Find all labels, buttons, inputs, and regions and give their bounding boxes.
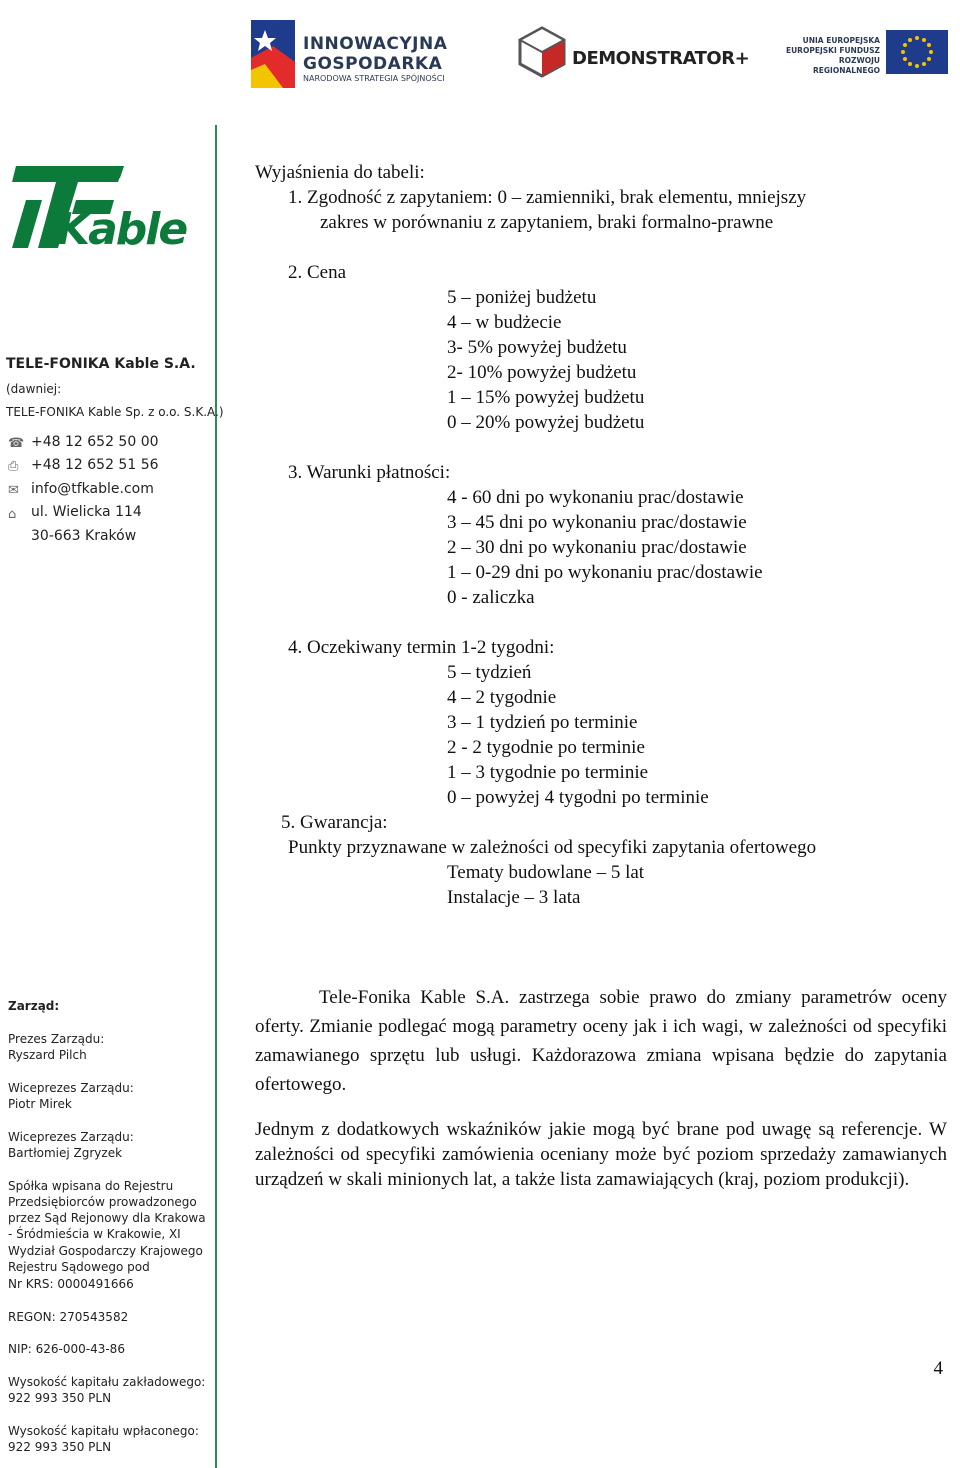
- registry-line: przez Sąd Rejonowy dla Krakowa: [8, 1211, 206, 1225]
- item2-option: 2- 10% powyżej budżetu: [447, 362, 637, 383]
- item3-option: 3 – 45 dni po wykonaniu prac/dostawie: [447, 512, 747, 533]
- eu-logo: [770, 30, 950, 78]
- formerly-name: TELE-FONIKA Kable Sp. z o.o. S.K.A.): [6, 405, 224, 419]
- innowacyjna-gospodarka-logo: [243, 18, 473, 90]
- demonstrator-text: DEMONSTRATOR+: [572, 48, 750, 69]
- paragraph-parameters-change: Tele-Fonika Kable S.A. zastrzega sobie prawo do zmiany parametrów oceny oferty. Zmianie podlegać mogą parametry oceny jak i ich wagi, w zależności od specyfiki zamawianego sprzętu lub usługi. Każdorazowa zmiana wpisana będzie do zapytania ofertowego.: [255, 987, 947, 1095]
- registry-line: Wydział Gospodarczy Krajowego: [8, 1244, 203, 1258]
- paragraph-references: Jednym z dodatkowych wskaźników jakie mogą być brane pod uwagę są referencje. W zależności od specyfiki zamówienia oceniany może być poziom sprzedaży zamawianych urządzeń w skali minionych lat, a także lista zamawiających (kraj, poziom produkcji).: [255, 1119, 947, 1190]
- fax-icon: ⎙: [8, 459, 19, 474]
- item5-option: Instalacje – 3 lata: [447, 887, 581, 908]
- item4-option: 4 – 2 tygodnie: [447, 687, 557, 708]
- item2-title: 2. Cena: [288, 262, 347, 283]
- regon-number: REGON: 270543582: [8, 1310, 129, 1324]
- eu-text-line1: UNIA EUROPEJSKA: [802, 36, 880, 45]
- eu-text-line2: EUROPEJSKI FUNDUSZ: [785, 46, 880, 55]
- item1-line2: zakres w porównaniu z zapytaniem, braki formalno-prawne: [320, 212, 774, 233]
- item2-option: 5 – poniżej budżetu: [447, 287, 597, 308]
- item2-option: 0 – 20% powyżej budżetu: [447, 412, 645, 433]
- tfkable-logo: [6, 160, 186, 255]
- eu-text-line3: ROZWOJU REGIONALNEGO: [812, 56, 880, 75]
- capital-paid-label: Wysokość kapitału wpłaconego:: [8, 1424, 199, 1438]
- capital-initial-label: Wysokość kapitału zakładowego:: [8, 1375, 206, 1389]
- address-city: 30-663 Kraków: [31, 528, 137, 544]
- phone-number: +48 12 652 50 00: [31, 434, 159, 450]
- sidebar-divider: [215, 125, 217, 1468]
- company-name: TELE-FONIKA Kable S.A.: [6, 356, 196, 372]
- cube-icon: [514, 24, 570, 80]
- email-icon: ✉: [8, 483, 19, 498]
- item4-option: 5 – tydzień: [447, 662, 532, 683]
- innowacyjna-gospodarka-emblem-icon: [243, 18, 303, 90]
- board-role-1: Prezes Zarządu:: [8, 1032, 105, 1046]
- explanation-heading: Wyjaśnienia do tabeli:: [255, 162, 425, 183]
- item5-option: Tematy budowlane – 5 lat: [447, 862, 645, 883]
- gospodarka-text: GOSPODARKA: [303, 54, 443, 74]
- item4-title: 4. Oczekiwany termin 1-2 tygodni:: [288, 637, 555, 658]
- fax-number: +48 12 652 51 56: [31, 457, 159, 473]
- address-street: ul. Wielicka 114: [31, 504, 142, 520]
- capital-paid-value: 922 993 350 PLN: [8, 1440, 112, 1454]
- item3-title: 3. Warunki płatności:: [288, 462, 451, 483]
- item2-option: 4 – w budżecie: [447, 312, 562, 333]
- registry-line: Spółka wpisana do Rejestru: [8, 1179, 174, 1193]
- board-title: Zarząd:: [8, 999, 60, 1013]
- eu-fund-text: [770, 36, 880, 76]
- item2-option: 3- 5% powyżej budżetu: [447, 337, 627, 358]
- board-role-2: Wiceprezes Zarządu:: [8, 1081, 134, 1095]
- item5-title: 5. Gwarancja:: [281, 812, 388, 833]
- nip-number: NIP: 626-000-43-86: [8, 1342, 125, 1356]
- contact-block: [8, 434, 208, 554]
- eu-flag-icon: [886, 30, 948, 74]
- item4-option: 2 - 2 tygodnie po terminie: [447, 737, 645, 758]
- item3-option: 1 – 0-29 dni po wykonaniu prac/dostawie: [447, 562, 763, 583]
- item5-description: Punkty przyznawane w zależności od specyfiki zapytania ofertowego: [288, 837, 817, 858]
- strategia-text: NARODOWA STRATEGIA SPÓJNOŚCI: [303, 74, 445, 83]
- demonstrator-logo: [514, 24, 750, 84]
- item4-option: 1 – 3 tygodnie po terminie: [447, 762, 649, 783]
- email-address[interactable]: info@tfkable.com: [31, 481, 154, 497]
- registry-line: Rejestru Sądowego pod: [8, 1260, 150, 1274]
- innowacyjna-text: INNOWACYJNA: [303, 34, 448, 54]
- item3-option: 2 – 30 dni po wykonaniu prac/dostawie: [447, 537, 747, 558]
- phone-icon: ☎: [8, 436, 25, 451]
- registry-line: - Śródmieścia w Krakowie, XI: [8, 1227, 181, 1241]
- board-name-2: Piotr Mirek: [8, 1097, 72, 1111]
- capital-initial-value: 922 993 350 PLN: [8, 1391, 112, 1405]
- board-role-3: Wiceprezes Zarządu:: [8, 1130, 134, 1144]
- item3-option: 0 - zaliczka: [447, 587, 535, 608]
- item1-line1: 1. Zgodność z zapytaniem: 0 – zamienniki, brak elementu, mniejszy: [288, 187, 807, 208]
- board-name-1: Ryszard Pilch: [8, 1048, 87, 1062]
- item2-option: 1 – 15% powyżej budżetu: [447, 387, 645, 408]
- item4-option: 0 – powyżej 4 tygodni po terminie: [447, 787, 709, 808]
- address-icon: ⌂: [8, 507, 17, 522]
- page-number: 4: [933, 1358, 943, 1379]
- item4-option: 3 – 1 tydzień po terminie: [447, 712, 638, 733]
- krs-number: Nr KRS: 0000491666: [8, 1277, 134, 1291]
- item3-option: 4 - 60 dni po wykonaniu prac/dostawie: [447, 487, 744, 508]
- kable-text: Kable: [56, 204, 187, 255]
- registry-line: Przedsiębiorców prowadzonego: [8, 1195, 197, 1209]
- formerly-label: (dawniej:: [6, 382, 62, 396]
- board-name-3: Bartłomiej Zgryzek: [8, 1146, 123, 1160]
